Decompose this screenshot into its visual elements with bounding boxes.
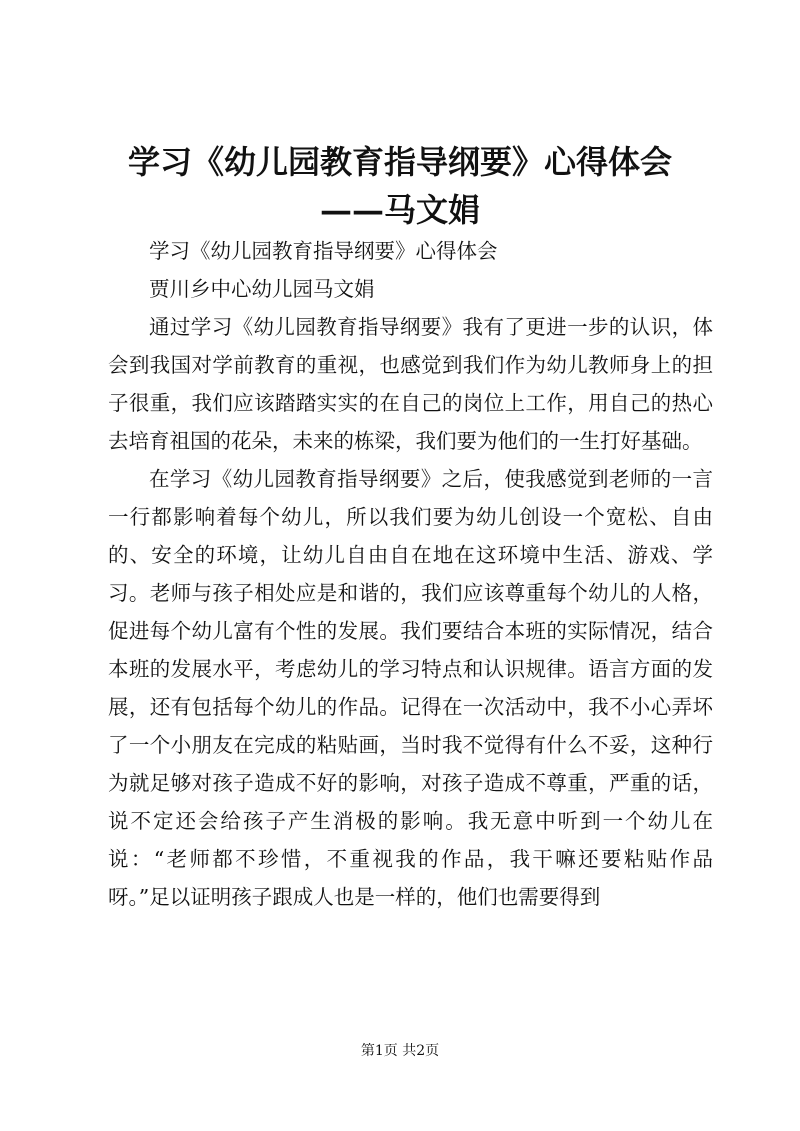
- document-title: 学习《幼儿园教育指导纲要》心得体会——马文娟: [127, 143, 672, 229]
- body-paragraph: 在学习《幼儿园教育指导纲要》之后，使我感觉到老师的一言一行都影响着每个幼儿，所以我们要为幼儿创设一个宽松、自由的、安全的环境，让幼儿自由自在地在这环境中生活、游戏、学习。老师与孩子相处应是和谐的，我们应该尊重每个幼儿的人格，促进每个幼儿富有个性的发展。我们要结合本班的实际情况，结合本班的发展水平，考虑幼儿的学习特点和认识规律。语言方面的发展，还有包括每个幼儿的作品。记得在一次活动中，我不小心弄坏了一个小朋友在完成的粘贴画，当时我不觉得有什么不妥，这种行为就足够对孩子造成不好的影响，对孩子造成不尊重，严重的话，说不定还会给孩子产生消极的影响。我无意中听到一个幼儿在说：“老师都不珍惜，不重视我的作品，我干嘛还要粘贴作品呀。”足以证明孩子跟成人也是一样的，他们也需要得到: [108, 467, 713, 909]
- body-paragraph: 通过学习《幼儿园教育指导纲要》我有了更进一步的认识，体会到我国对学前教育的重视，也感觉到我们作为幼儿教师身上的担子很重，我们应该踏踏实实的在自己的岗位上工作，用自己的热心去培育祖国的花朵，未来的栋梁，我们要为他们的一生打好基础。: [108, 315, 713, 453]
- document-body: [108, 232, 713, 916]
- page-indicator: 第1页 共2页: [360, 1043, 440, 1059]
- author-line: 贾川乡中心幼儿园马文娟: [149, 277, 375, 301]
- document-subtitle: 学习《幼儿园教育指导纲要》心得体会: [149, 239, 498, 263]
